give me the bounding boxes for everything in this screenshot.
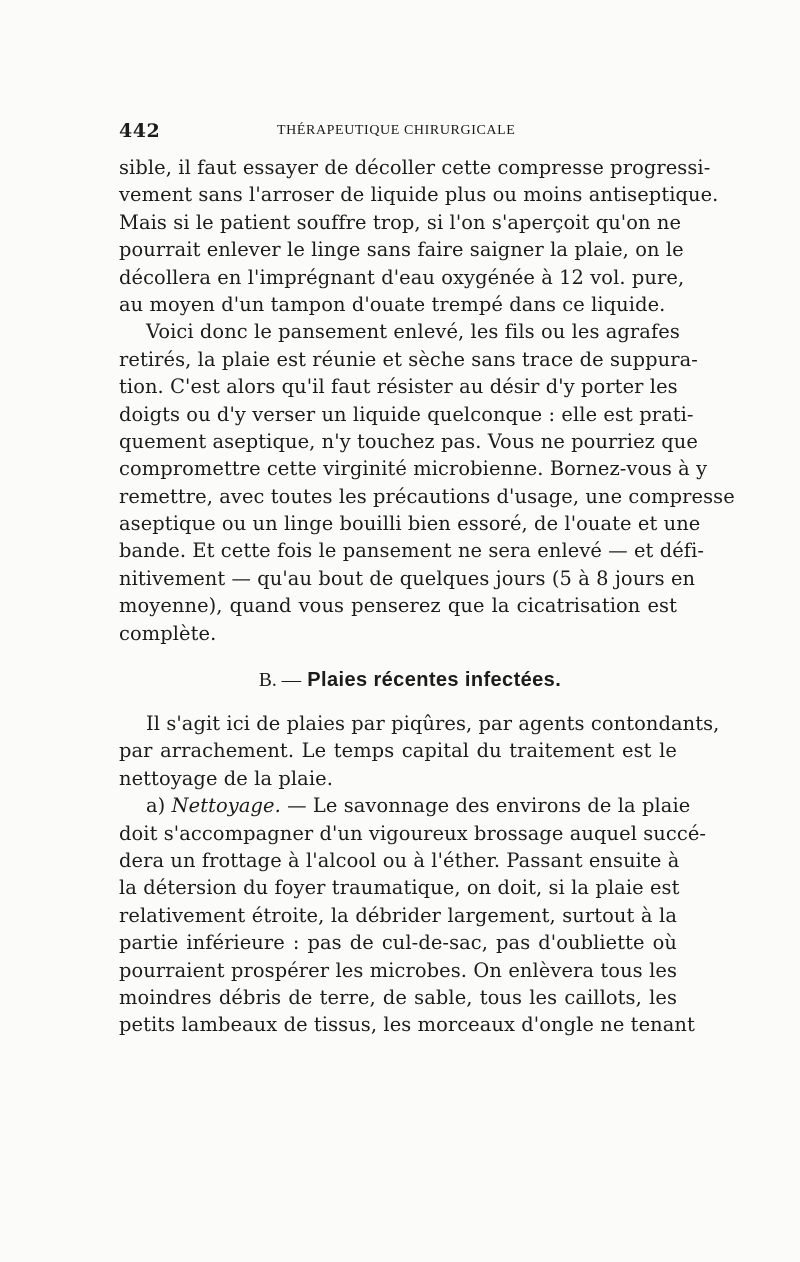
text-line: compromettre cette virginité microbienne. Bornez-vous à y bbox=[119, 457, 708, 481]
text-line: relativement étroite, la débrider largement, surtout à la bbox=[119, 903, 677, 927]
text-line: bande. Et cette fois le pansement ne sera enlevé — et défi- bbox=[119, 539, 705, 563]
text-line: vement sans l'arroser de liquide plus ou moins antiseptique. bbox=[119, 183, 719, 207]
text-line: Il s'agit ici de plaies par piqûres, par agents contondants, bbox=[146, 712, 720, 736]
text-line: Mais si le patient souffre trop, si l'on s'aperçoit qu'on ne bbox=[119, 210, 682, 234]
text-line: sible, il faut essayer de décoller cette compresse progressi- bbox=[119, 156, 711, 179]
text-line: au moyen d'un tampon d'ouate trempé dans ce liquide. bbox=[119, 292, 666, 316]
text-line bbox=[119, 792, 691, 819]
text-line: doit s'accompagner d'un vigoureux brossage auquel succé- bbox=[119, 821, 707, 845]
text-line: Voici donc le pansement enlevé, les fils ou les agrafes bbox=[146, 320, 680, 344]
subsection-label: a) bbox=[146, 794, 166, 818]
text-line: complète. bbox=[119, 621, 217, 645]
paragraph-1 bbox=[119, 154, 719, 318]
text-line: pourrait enlever le linge sans faire saigner la plaie, on le bbox=[119, 238, 684, 262]
text-line: doigts ou d'y verser un liquide quelconque : elle est prati- bbox=[119, 402, 694, 426]
text-line: aseptique ou un linge bouilli bien essoré, de l'ouate et une bbox=[119, 512, 701, 536]
text-line: pourraient prospérer les microbes. On enlèvera tous les bbox=[119, 958, 677, 982]
text-line: moyenne), quand vous penserez que la cicatrisation est bbox=[119, 594, 677, 618]
text-line: par arrachement. Le temps capital du traitement est le bbox=[119, 739, 677, 763]
section-heading bbox=[119, 647, 677, 710]
text-line: dera un frottage à l'alcool ou à l'éther. Passant ensuite à bbox=[119, 848, 680, 872]
text-line-rest: — Le savonnage des environs de la plaie bbox=[287, 794, 691, 818]
section-letter: B. — bbox=[258, 670, 302, 692]
text-line: tion. C'est alors qu'il faut résister au désir d'y porter les bbox=[119, 375, 678, 399]
text-line: nettoyage de la plaie. bbox=[119, 766, 333, 790]
text-line: remettre, avec toutes les précautions d'usage, une compresse bbox=[119, 484, 735, 508]
subsection-label-italic: Nettoyage. bbox=[171, 794, 281, 818]
text-line: la détersion du foyer traumatique, on doit, si la plaie est bbox=[119, 876, 680, 900]
page-body bbox=[119, 154, 735, 1039]
text-line: décollera en l'imprégnant d'eau oxygénée à 12 vol. pure, bbox=[119, 265, 685, 289]
running-title: THÉRAPEUTIQUE CHIRURGICALE bbox=[277, 123, 516, 138]
text-line: petits lambeaux de tissus, les morceaux d'ongle ne tenant bbox=[119, 1013, 695, 1037]
page-header bbox=[119, 120, 679, 140]
text-line: moindres débris de terre, de sable, tous les caillots, les bbox=[119, 985, 677, 1009]
text-line: quement aseptique, n'y touchez pas. Vous ne pourriez que bbox=[119, 429, 698, 453]
section-title: Plaies récentes infectées. bbox=[307, 669, 562, 692]
paragraph-3 bbox=[119, 710, 720, 792]
text-line: retirés, la plaie est réunie et sèche sans trace de suppura- bbox=[119, 347, 698, 371]
text-line: partie inférieure : pas de cul-de-sac, pas d'oubliette où bbox=[119, 931, 677, 955]
paragraph-2 bbox=[119, 318, 735, 647]
text-line: nitivement — qu'au bout de quelques jours (5 à 8 jours en bbox=[119, 566, 696, 590]
page-number: 442 bbox=[119, 120, 161, 142]
paragraph-4 bbox=[119, 792, 707, 1039]
